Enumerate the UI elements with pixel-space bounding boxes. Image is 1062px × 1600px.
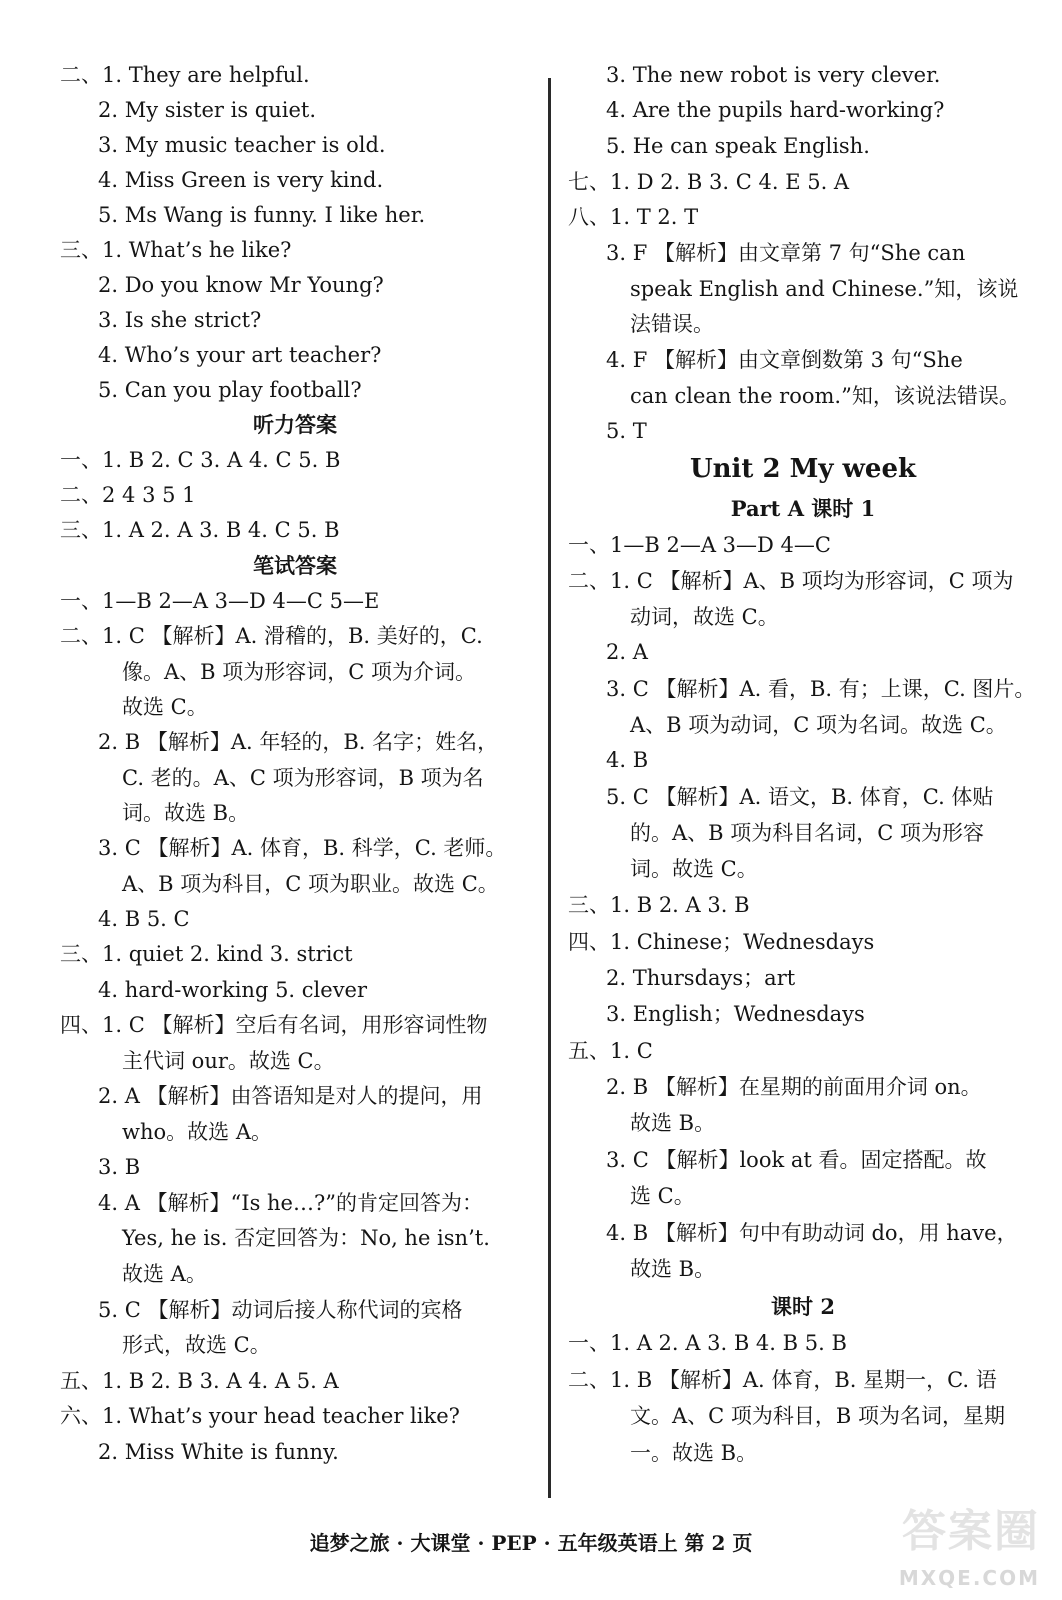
answer-line: 3. C 【解析】look at 看。固定搭配。故 (606, 1148, 987, 1172)
answer-line: 4. hard-working 5. clever (98, 978, 368, 1002)
section-heading: Unit 2 My week (689, 454, 917, 484)
answer-line: 一、1. A 2. A 3. B 4. B 5. B (568, 1331, 847, 1355)
answer-line: 故选 A。 (122, 1262, 207, 1286)
watermark-url: MXQE.COM (898, 1566, 1040, 1590)
answer-line: 4. A 【解析】“Is he…?”的肯定回答为： (98, 1191, 483, 1215)
answer-line: 五、1. B 2. B 3. A 4. A 5. A (60, 1369, 339, 1393)
answer-line: 二、1. C 【解析】A. 滑稽的，B. 美好的，C. (60, 624, 483, 648)
answer-line: 5. He can speak English. (606, 134, 870, 158)
answer-line: 动词，故选 C。 (630, 605, 779, 629)
answer-line: 5. Ms Wang is funny. I like her. (98, 203, 426, 227)
answer-line: 像。A、B 项为形容词，C 项为介词。 (122, 660, 477, 684)
answer-line: 4. F 【解析】由文章倒数第 3 句“She (606, 348, 963, 372)
answer-line: 4. B 5. C (98, 907, 190, 931)
answer-line: 七、1. D 2. B 3. C 4. E 5. A (568, 170, 850, 194)
answer-line: 3. F 【解析】由文章第 7 句“She can (606, 241, 966, 265)
page-footer: 追梦之旅 · 大课堂 · PEP · 五年级英语上 第 2 页 (309, 1531, 753, 1555)
answer-line: 5. T (606, 419, 647, 443)
answer-line: 2. B 【解析】在星期的前面用介词 on。 (606, 1075, 982, 1099)
column-divider (548, 78, 551, 1498)
answer-line: 3. B (98, 1155, 141, 1179)
answer-line: 4. Miss Green is very kind. (98, 168, 384, 192)
answer-line: 3. My music teacher is old. (98, 133, 386, 157)
answer-line: C. 老的。A、C 项为形容词，B 项为名 (122, 766, 484, 790)
section-heading: 听力答案 (253, 412, 337, 437)
answer-line: 2. A (606, 640, 648, 664)
answer-line: 四、1. C 【解析】空后有名词，用形容词性物 (60, 1013, 488, 1037)
answer-line: can clean the room.”知，该说法错误。 (630, 384, 1020, 408)
answer-line: Yes, he is. 否定回答为：No, he isn’t. (122, 1226, 490, 1250)
answer-line: 一、1. B 2. C 3. A 4. C 5. B (60, 448, 341, 472)
answer-line: 三、1. B 2. A 3. B (568, 893, 750, 917)
answer-line: 4. B 【解析】句中有助动词 do，用 have， (606, 1221, 1018, 1245)
answer-line: 主代词 our。故选 C。 (122, 1049, 335, 1073)
answer-line: speak English and Chinese.”知，该说 (630, 277, 1019, 301)
answer-line: 二、1. B 【解析】A. 体育，B. 星期一，C. 语 (568, 1368, 997, 1392)
answer-line: 5. C 【解析】A. 语文，B. 体育，C. 体贴 (606, 785, 994, 809)
answer-line: 一。故选 B。 (630, 1441, 758, 1465)
answer-line: 一、1—B 2—A 3—D 4—C 5—E (60, 589, 380, 613)
answer-line: 四、1. Chinese；Wednesdays (568, 930, 875, 954)
answer-line: 4. Are the pupils hard-working? (606, 98, 945, 122)
answer-line: 3. Is she strict? (98, 308, 262, 332)
answer-line: 词。故选 C。 (630, 857, 758, 881)
answer-line: 4. Who’s your art teacher? (98, 343, 382, 367)
answer-line: 三、1. What’s he like? (60, 238, 292, 262)
answer-line: 文。A、C 项为科目，B 项为名词，星期 (630, 1404, 1006, 1428)
answer-line: 4. B (606, 748, 649, 772)
answer-line: 八、1. T 2. T (568, 205, 699, 229)
answer-line: 2. My sister is quiet. (98, 98, 316, 122)
answer-line: A、B 项为科目，C 项为职业。故选 C。 (122, 872, 499, 896)
answer-line: 三、1. quiet 2. kind 3. strict (60, 942, 353, 966)
answer-line: 二、1. They are helpful. (60, 63, 310, 87)
section-heading: 课时 2 (771, 1294, 835, 1319)
answer-line: 词。故选 B。 (122, 801, 250, 825)
answer-line: 三、1. A 2. A 3. B 4. C 5. B (60, 518, 340, 542)
answer-line: 故选 B。 (630, 1257, 716, 1281)
answer-line: 3. C 【解析】A. 体育，B. 科学，C. 老师。 (98, 836, 507, 860)
answer-line: 3. C 【解析】A. 看，B. 有；上课，C. 图片。 (606, 677, 1036, 701)
answer-line: 故选 C。 (122, 695, 208, 719)
answer-line: 3. English；Wednesdays (606, 1002, 865, 1026)
section-heading: 笔试答案 (253, 553, 337, 578)
answer-line: 5. Can you play football? (98, 378, 362, 402)
answer-line: 形式，故选 C。 (122, 1333, 271, 1357)
answer-line: 3. The new robot is very clever. (606, 63, 941, 87)
answer-line: 二、1. C 【解析】A、B 项均为形容词，C 项为 (568, 569, 1014, 593)
answer-line: 五、1. C (568, 1039, 653, 1063)
answer-line: 一、1—B 2—A 3—D 4—C (568, 533, 831, 557)
answer-line: 2. B 【解析】A. 年轻的，B. 名字；姓名， (98, 730, 499, 754)
answer-line: 2. Do you know Mr Young? (98, 273, 384, 297)
answer-line: 2. Miss White is funny. (98, 1440, 339, 1464)
answer-line: 故选 B。 (630, 1111, 716, 1135)
answer-line: 法错误。 (630, 312, 714, 336)
answer-line: 选 C。 (630, 1184, 695, 1208)
answer-line: 2. Thursdays；art (606, 966, 796, 990)
answer-line: 六、1. What’s your head teacher like? (60, 1404, 460, 1428)
answer-line: A、B 项为动词，C 项为名词。故选 C。 (630, 713, 1007, 737)
answer-line: who。故选 A。 (122, 1120, 272, 1144)
answer-line: 5. C 【解析】动词后接人称代词的宾格 (98, 1298, 463, 1322)
answer-line: 的。A、B 项为科目名词，C 项为形容 (630, 821, 985, 845)
answer-line: 二、2 4 3 5 1 (60, 483, 196, 507)
section-heading: Part A 课时 1 (730, 496, 876, 521)
answer-line: 2. A 【解析】由答语知是对人的提问，用 (98, 1084, 483, 1108)
watermark-logo: 答案圈 (902, 1506, 1040, 1557)
